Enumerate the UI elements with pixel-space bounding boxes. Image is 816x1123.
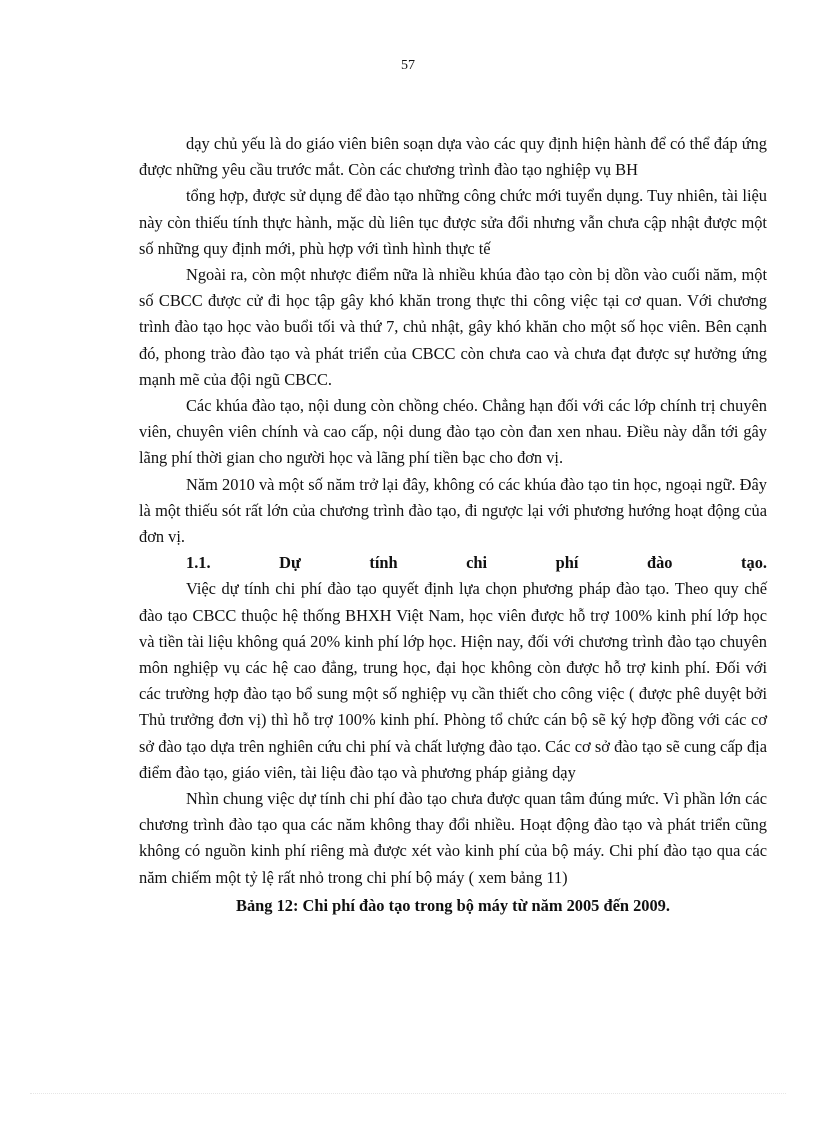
paragraph-7: Nhìn chung việc dự tính chi phí đào tạo chưa được quan tâm đúng mức. Vì phần lớn các chương trình đào tạo qua các năm không thay đổi nhiều. Hoạt động đào tạo và phát triển cũng không có nguồn kinh phí riêng mà được xét vào kinh phí của bộ máy. Chi phí đào tạo qua các năm chiếm một tỷ lệ rất nhỏ trong chi phí bộ máy ( xem bảng 11) bbox=[139, 789, 767, 887]
page-number: 57 bbox=[401, 58, 415, 73]
bottom-divider bbox=[30, 1093, 786, 1094]
document-body bbox=[139, 131, 767, 919]
paragraph-5: Năm 2010 và một số năm trở lại đây, không có các khúa đào tạo tin học, ngoại ngữ. Đây là một thiếu sót rất lớn của chương trình đào tạo, đi ngược lại với phương hướng hoạt động của đơn vị. bbox=[139, 474, 767, 547]
section-heading: 1.1. Dự tính chi phí đào tạo. bbox=[186, 553, 767, 573]
paragraph-2: tổng hợp, được sử dụng để đào tạo những công chức mới tuyển dụng. Tuy nhiên, tài liệu này còn thiếu tính thực hành, mặc dù liên tục được sửa đổi nhưng vẫn chưa cập nhật được một số những quy định mới, phù hợp với tình hình thực tế bbox=[139, 186, 767, 258]
paragraph-3: Ngoài ra, còn một nhược điểm nữa là nhiều khúa đào tạo còn bị dồn vào cuối năm, một số CBCC được cử đi học tập gây khó khăn trong thực thi công việc tại cơ quan. Với chương trình đào tạo học vào buổi tối và thứ 7, chủ nhật, gây khó khăn cho một số học viên. Bên cạnh đó, phong trào đào tạo và phát triển của CBCC còn chưa cao và chưa đạt được sự hưởng ứng mạnh mẽ của đội ngũ CBCC. bbox=[139, 265, 767, 389]
paragraph-6: Việc dự tính chi phí đào tạo quyết định lựa chọn phương pháp đào tạo. Theo quy chế đào tạo CBCC thuộc hệ thống BHXH Việt Nam, học viên được hỗ trợ 100% kinh phí lớp học và tiền tài liệu không quá 20% kinh phí lớp học. Hiện nay, đối với chương trình đào tạo chuyên môn nghiệp vụ các hệ cao đẳng, trung học, đại học không còn được hỗ trợ kinh phí. Đối với các trường hợp đào tạo bổ sung một số nghiệp vụ cần thiết cho công việc ( được phê duyệt bởi Thủ trưởng đơn vị) thì hỗ trợ 100% kinh phí. Phòng tổ chức cán bộ sẽ ký hợp đồng với các cơ sở đào tạo dựa trên nghiên cứu chi phí và chất lượng đào tạo. Các cơ sở đào tạo sẽ cung cấp địa điểm đào tạo, giáo viên, tài liệu đào tạo và phương pháp giảng dạy bbox=[139, 579, 767, 782]
table-caption: Bảng 12: Chi phí đào tạo trong bộ máy từ năm 2005 đến 2009. bbox=[236, 895, 670, 915]
paragraph-4: Các khúa đào tạo, nội dung còn chồng chéo. Chẳng hạn đối với các lớp chính trị chuyên viên, chuyên viên chính và cao cấp, nội dung đào tạo còn đan xen nhau. Điều này dẫn tới gây lãng phí thời gian cho người học và lãng phí tiền bạc cho đơn vị. bbox=[139, 396, 767, 468]
paragraph-1: dạy chủ yếu là do giáo viên biên soạn dựa vào các quy định hiện hành để có thể đáp ứng được những yêu cầu trước mắt. Còn các chương trình đào tạo nghiệp vụ BH bbox=[139, 134, 767, 180]
